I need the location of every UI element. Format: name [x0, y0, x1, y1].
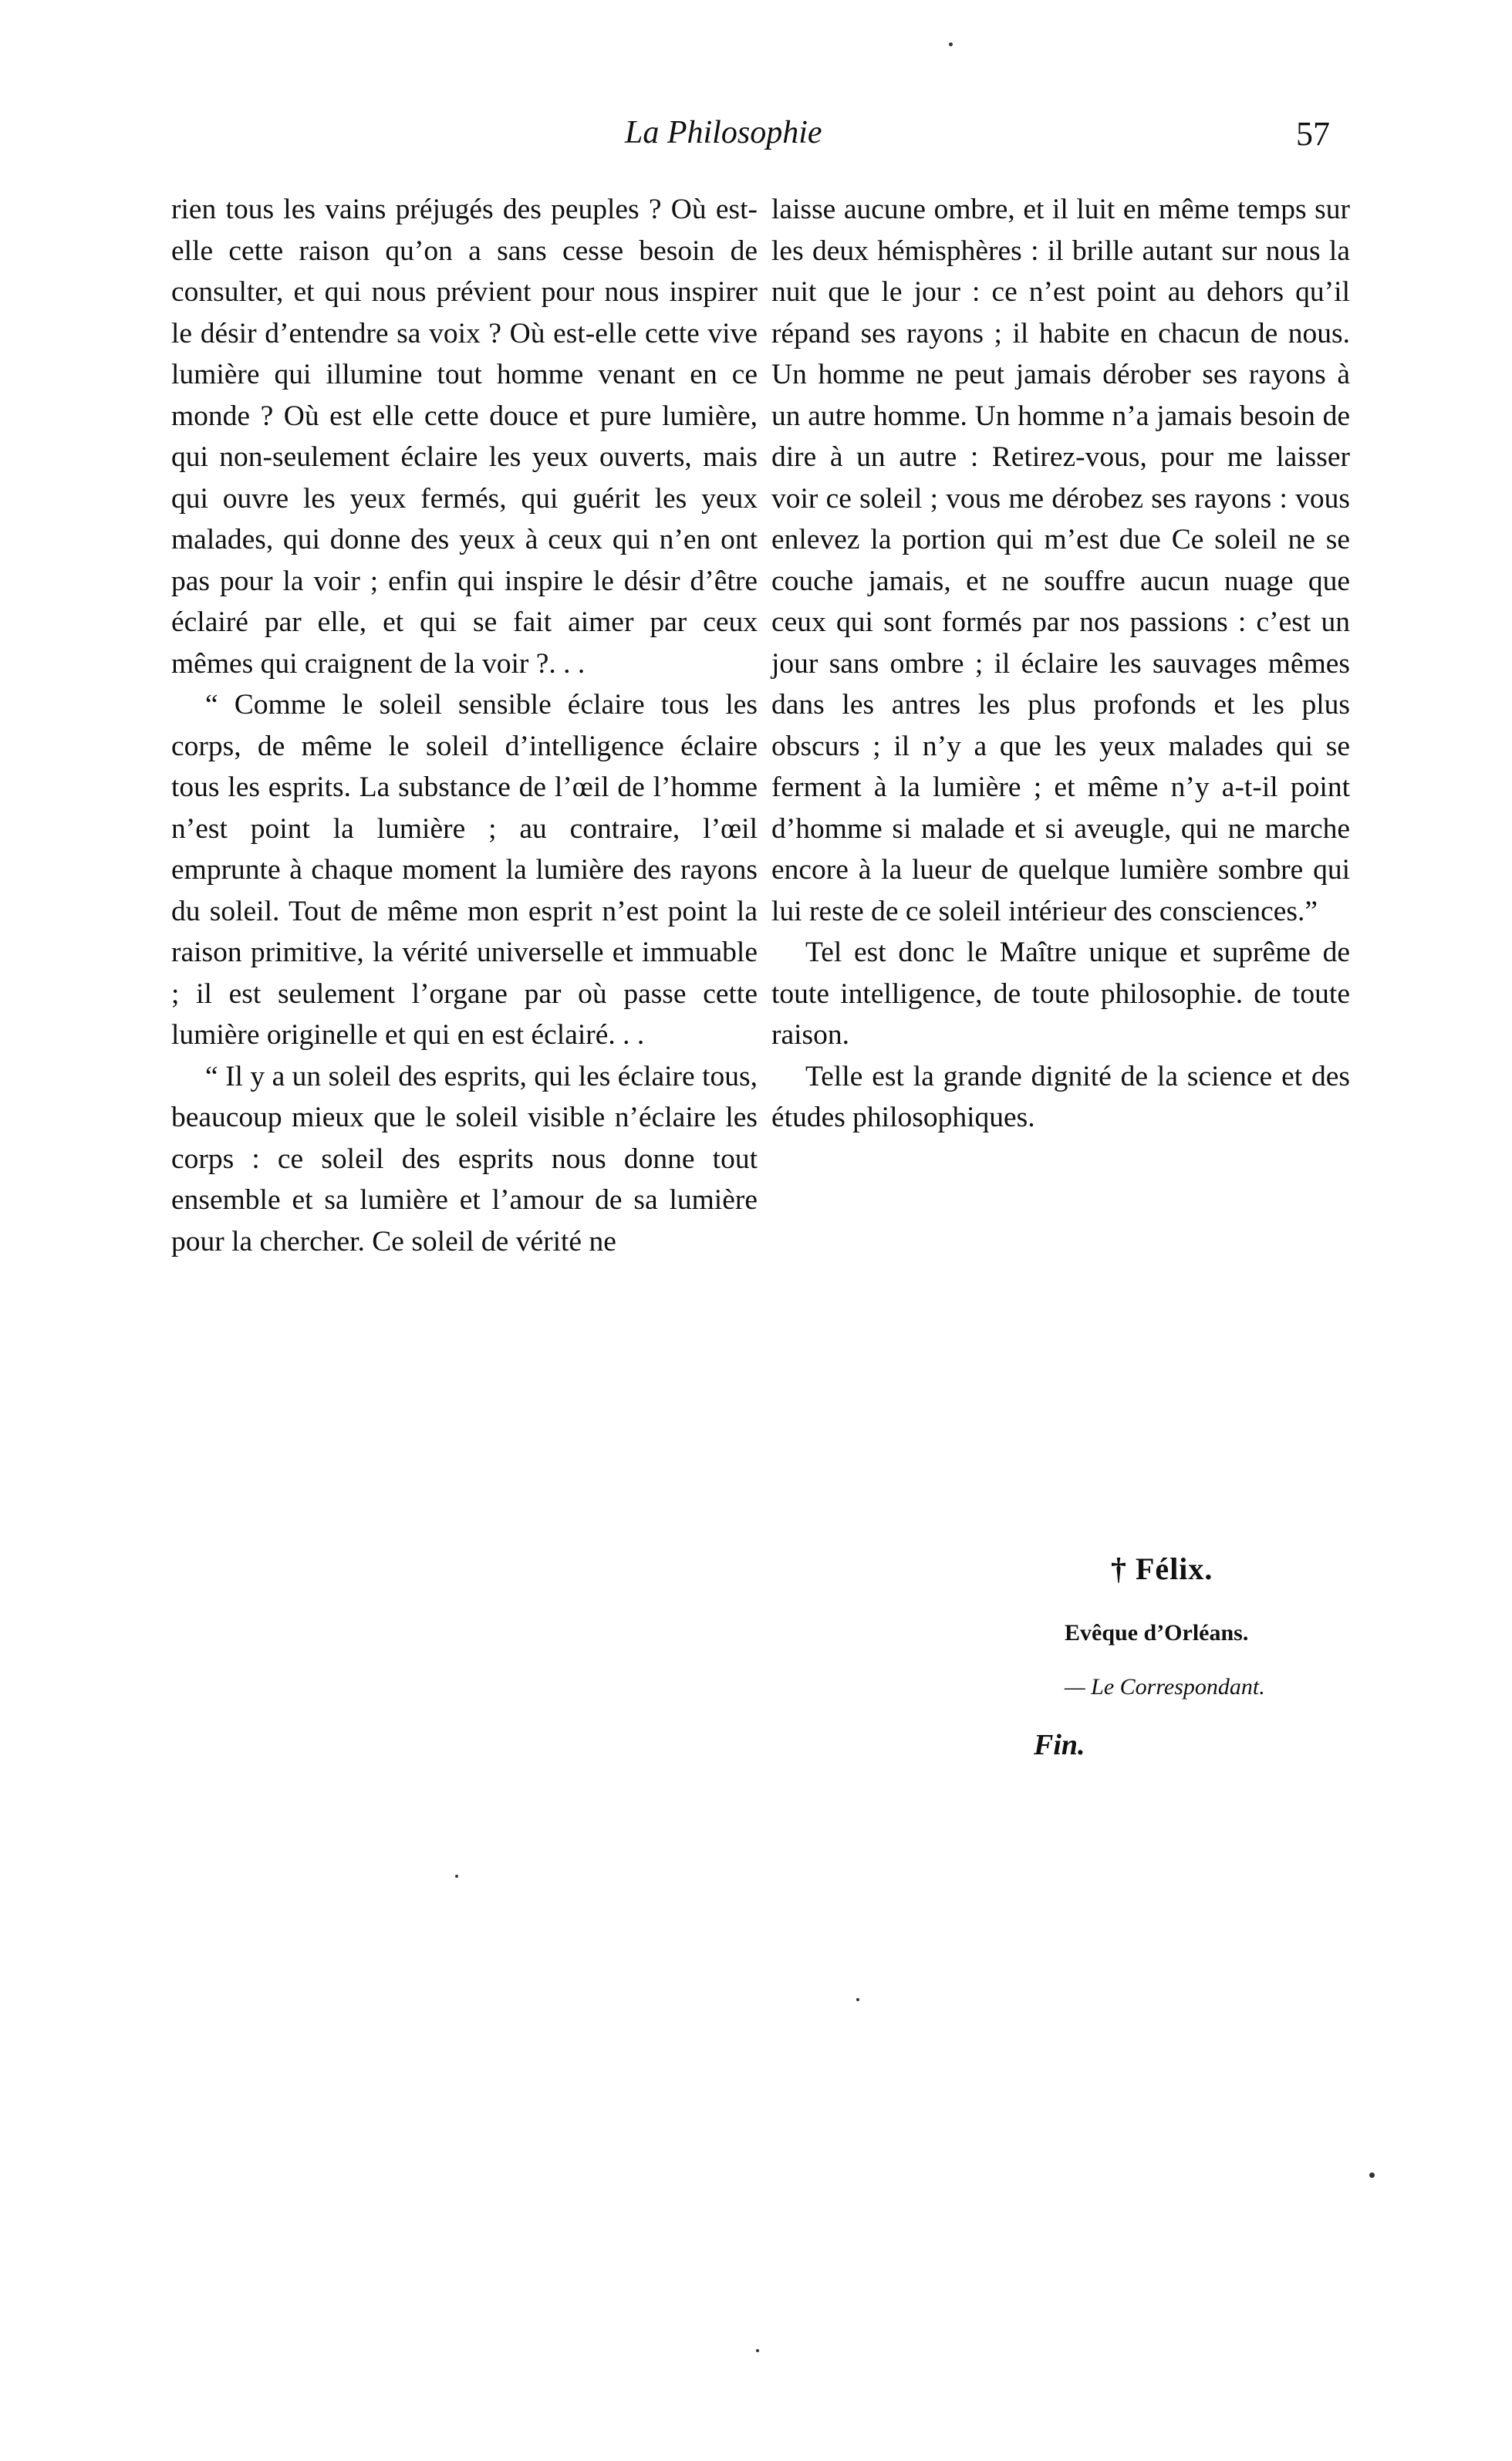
paragraph: Telle est la grande dignité de la science et des études philosophiques. [771, 1060, 1350, 1133]
left-column [171, 189, 758, 1262]
running-header [0, 114, 1512, 168]
author-title: Evêque d’Orléans. [1065, 1620, 1249, 1646]
paragraph: “ Il y a un soleil des esprits, qui les éclaire tous, beaucoup mieux que le soleil visible n’éclaire les corps : ce soleil des esprits nous donne tout ensemble et sa lumière et l’amour de sa lumière pour la chercher. Ce soleil de vérité ne [171, 1060, 758, 1258]
author-name: † Félix. [1111, 1551, 1213, 1586]
paragraph: “ Comme le soleil sensible éclaire tous les corps, de même le soleil d’intelligence éclaire tous les esprits. La substance de l’œil de l’homme n’est point la lumière ; au contraire, l’œil emprunte à chaque moment la lumière des rayons du soleil. Tout de même mon esprit n’est point la raison primitive, la vérité universelle et immuable ; il est seulement l’organe par où passe cette lumière originelle et qui en est éclairé. . . [171, 689, 758, 1051]
source-credit: — Le Correspondant. [1065, 1674, 1265, 1700]
print-speck [1369, 2172, 1375, 2178]
paragraph: Tel est donc le Maître unique et suprême de toute intelligence, de toute philosophie. de toute raison. [771, 937, 1350, 1051]
paragraph: laisse aucune ombre, et il luit en même temps sur les deux hémisphères : il brille autant sur nous la nuit que le jour : ce n’est point au dehors qu’il répand ses rayons ; il habite en chacun de nous. Un homme ne peut jamais dérober ses rayons à un autre homme. Un homme n’a jamais besoin de dire à un autre : Retirez-vous, pour me laisser voir ce soleil ; vous me dérobez ses rayons : vous enlevez la portion qui m’est due Ce soleil ne se couche jamais, et ne souffre aucun nuage que ceux qui sont formés par nos passions : c’est un jour sans ombre ; il éclaire les sauvages mêmes dans les antres les plus profonds et les plus obscurs ; il n’y a que les yeux malades qui se ferment à la lumière ; et même n’y a-t-il point d’homme si malade et si aveugle, qui ne marche encore à la lueur de quelque lumière sombre qui lui reste de ce soleil intérieur des consciences.” [771, 194, 1350, 927]
running-title: La Philosophie [625, 115, 822, 150]
right-column [771, 189, 1350, 1139]
end-mark: Fin. [1034, 1729, 1085, 1761]
paragraph: rien tous les vains préjugés des peuples ? Où est-elle cette raison qu’on a sans cesse besoin de consulter, et qui nous prévient pour nous inspirer le désir d’entendre sa voix ? Où est-elle cette vive lumière qui illumine tout homme venant en ce monde ? Où est elle cette douce et pure lumière, qui non-seulement éclaire les yeux ouverts, mais qui ouvre les yeux fermés, qui guérit les yeux malades, qui donne des yeux à ceux qui n’en ont pas pour la voir ; enfin qui inspire le désir d’être éclairé par elle, et qui se fait aimer par ceux mêmes qui craignent de la voir ?. . . [171, 194, 758, 680]
print-speck [756, 2349, 759, 2352]
page-number: 57 [1296, 115, 1330, 153]
print-speck [949, 42, 953, 46]
print-speck [856, 1998, 859, 2001]
print-speck [455, 1875, 458, 1878]
